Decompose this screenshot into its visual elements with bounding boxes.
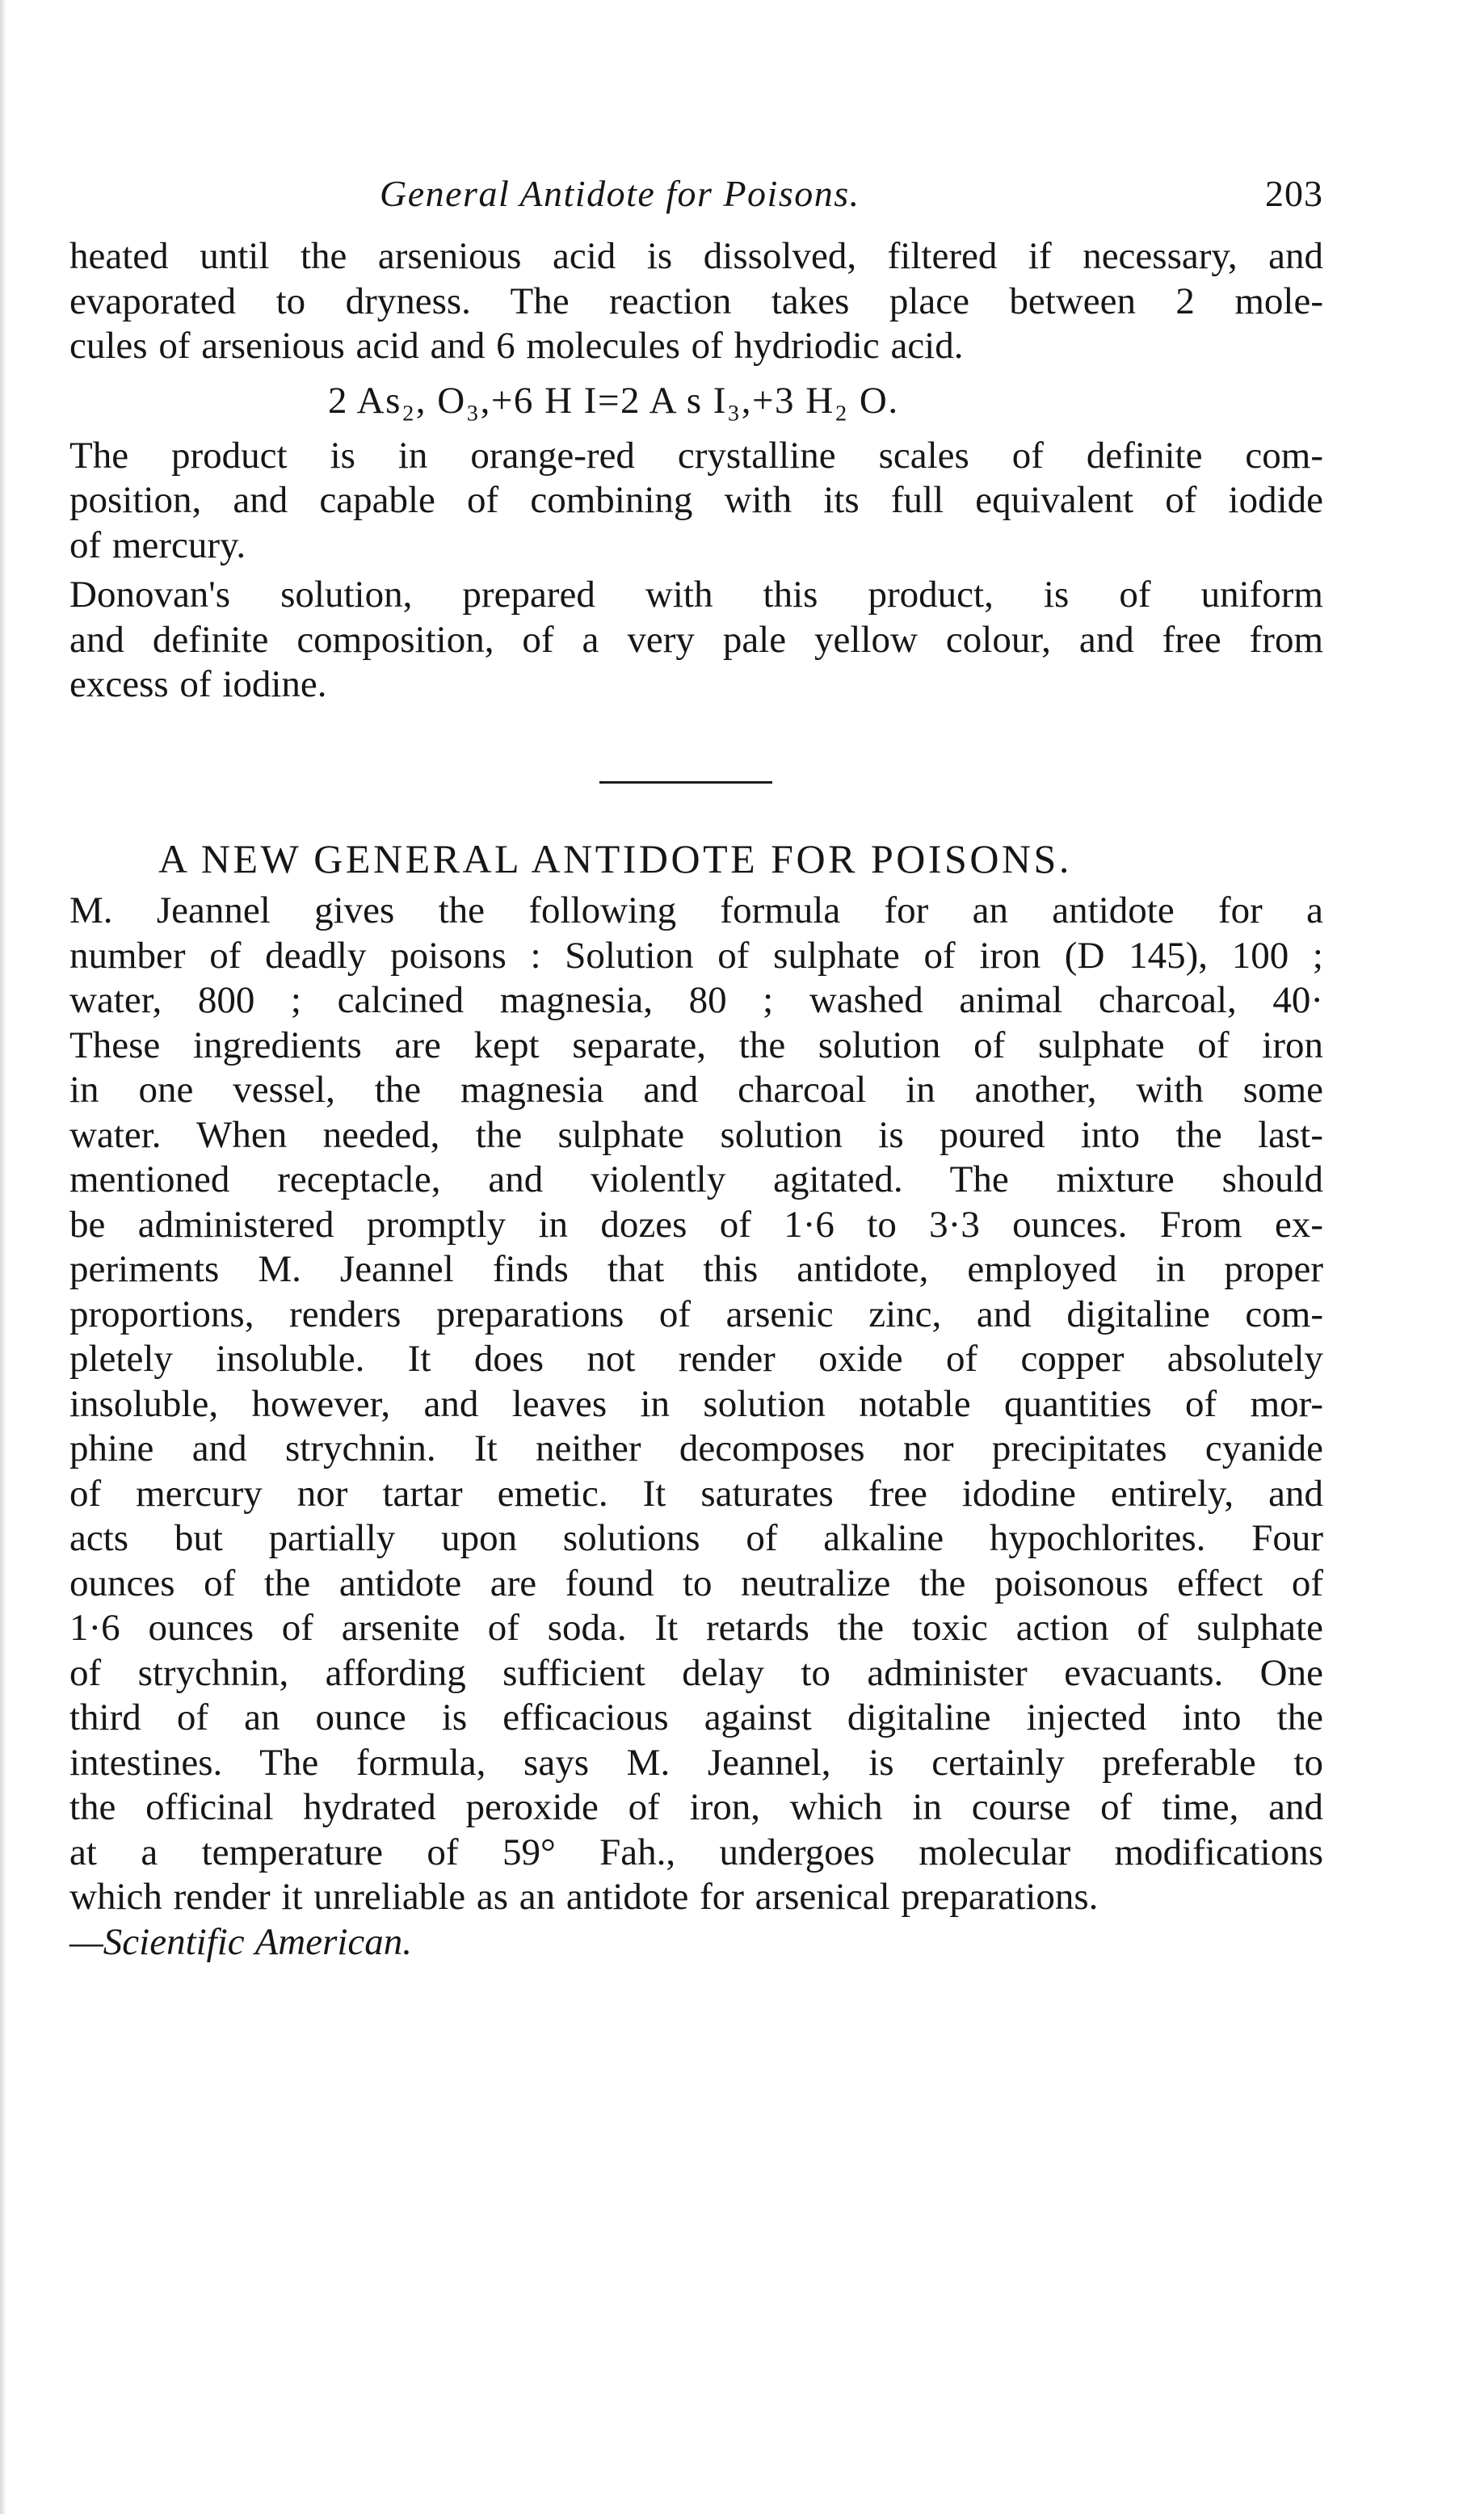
text-line: evaporated to dryness. The reaction takes place between 2 mole- (69, 280, 1323, 322)
text-line: M. Jeannel gives the following formula for an antidote for a (69, 889, 1323, 931)
text-line: third of an ounce is efficacious against digitaline injected into the (69, 1696, 1323, 1738)
section-divider-rule (599, 781, 772, 784)
text-line: water. When needed, the sulphate solution is poured into the last- (69, 1113, 1323, 1156)
text-line: of mercury. (69, 523, 246, 566)
text-line: the officinal hydrated peroxide of iron, which in course of time, and (69, 1786, 1323, 1828)
text-line: proportions, renders preparations of arsenic zinc, and digitaline com- (69, 1293, 1323, 1335)
text-line: excess of iodine. (69, 663, 327, 705)
text-line: mentioned receptacle, and violently agitated. The mixture should (69, 1158, 1323, 1200)
article-body (69, 889, 1323, 1965)
text-line: periments M. Jeannel finds that this antidote, employed in proper (69, 1248, 1323, 1290)
text-line: The product is in orange-red crystalline scales of definite com- (69, 434, 1323, 477)
paragraph-arsenious-acid (69, 234, 1323, 369)
text-line: of strychnin, affording sufficient delay to administer evacuants. One (69, 1651, 1323, 1694)
text-line: at a temperature of 59° Fah., undergoes molecular modifications (69, 1831, 1323, 1873)
text-line: cules of arsenious acid and 6 molecules of hydriodic acid. (69, 325, 964, 367)
text-line: and definite composition, of a very pale yellow colour, and free from (69, 618, 1323, 661)
text-line: Donovan's solution, prepared with this product, is of uniform (69, 574, 1323, 616)
page-gutter-shadow (0, 0, 6, 2514)
text-line: ounces of the antidote are found to neutralize the poisonous effect of (69, 1562, 1323, 1604)
article-source-attribution: —Scientific American. (69, 1920, 413, 1963)
page-number: 203 (1265, 173, 1323, 214)
text-line: of mercury nor tartar emetic. It saturates free idodine entirely, and (69, 1472, 1323, 1515)
running-head-title: General Antidote for Poisons. (380, 173, 860, 214)
text-line: insoluble, however, and leaves in solution notable quantities of mor- (69, 1382, 1323, 1425)
text-line: be administered promptly in dozes of 1·6 to 3·3 ounces. From ex- (69, 1203, 1323, 1246)
text-line: pletely insoluble. It does not render oxide of copper absolutely (69, 1338, 1323, 1380)
text-line: position, and capable of combining with its full equivalent of iodide (69, 479, 1323, 521)
running-head (380, 166, 1323, 222)
chemical-equation: 2 As₂, O₃,+6 H I=2 A s I₃,+3 H₂ O. (328, 379, 899, 422)
text-line: in one vessel, the magnesia and charcoal in another, with some (69, 1069, 1323, 1111)
paragraph-product (69, 434, 1323, 569)
text-line: These ingredients are kept separate, the solution of sulphate of iron (69, 1024, 1323, 1066)
text-line: number of deadly poisons : Solution of sulphate of iron (D 145), 100 ; (69, 934, 1323, 977)
paragraph-donovans-solution (69, 573, 1323, 708)
text-line: phine and strychnin. It neither decomposes nor precipitates cyanide (69, 1427, 1323, 1469)
text-line: heated until the arsenious acid is dissolved, filtered if necessary, and (69, 235, 1323, 277)
preceding-article-continuation (69, 234, 1323, 708)
text-line: intestines. The formula, says M. Jeannel, is certainly preferable to (69, 1741, 1323, 1784)
article-paragraph (69, 889, 1323, 1920)
text-line: which render it unreliable as an antidote for arsenical preparations. (69, 1876, 1099, 1918)
text-line: water, 800 ; calcined magnesia, 80 ; washed animal charcoal, 40· (69, 979, 1323, 1021)
text-line: acts but partially upon solutions of alkaline hypochlorites. Four (69, 1517, 1323, 1559)
text-line: 1·6 ounces of arsenite of soda. It retards the toxic action of sulphate (69, 1607, 1323, 1649)
article-heading: A NEW GENERAL ANTIDOTE FOR POISONS. (158, 836, 1072, 881)
